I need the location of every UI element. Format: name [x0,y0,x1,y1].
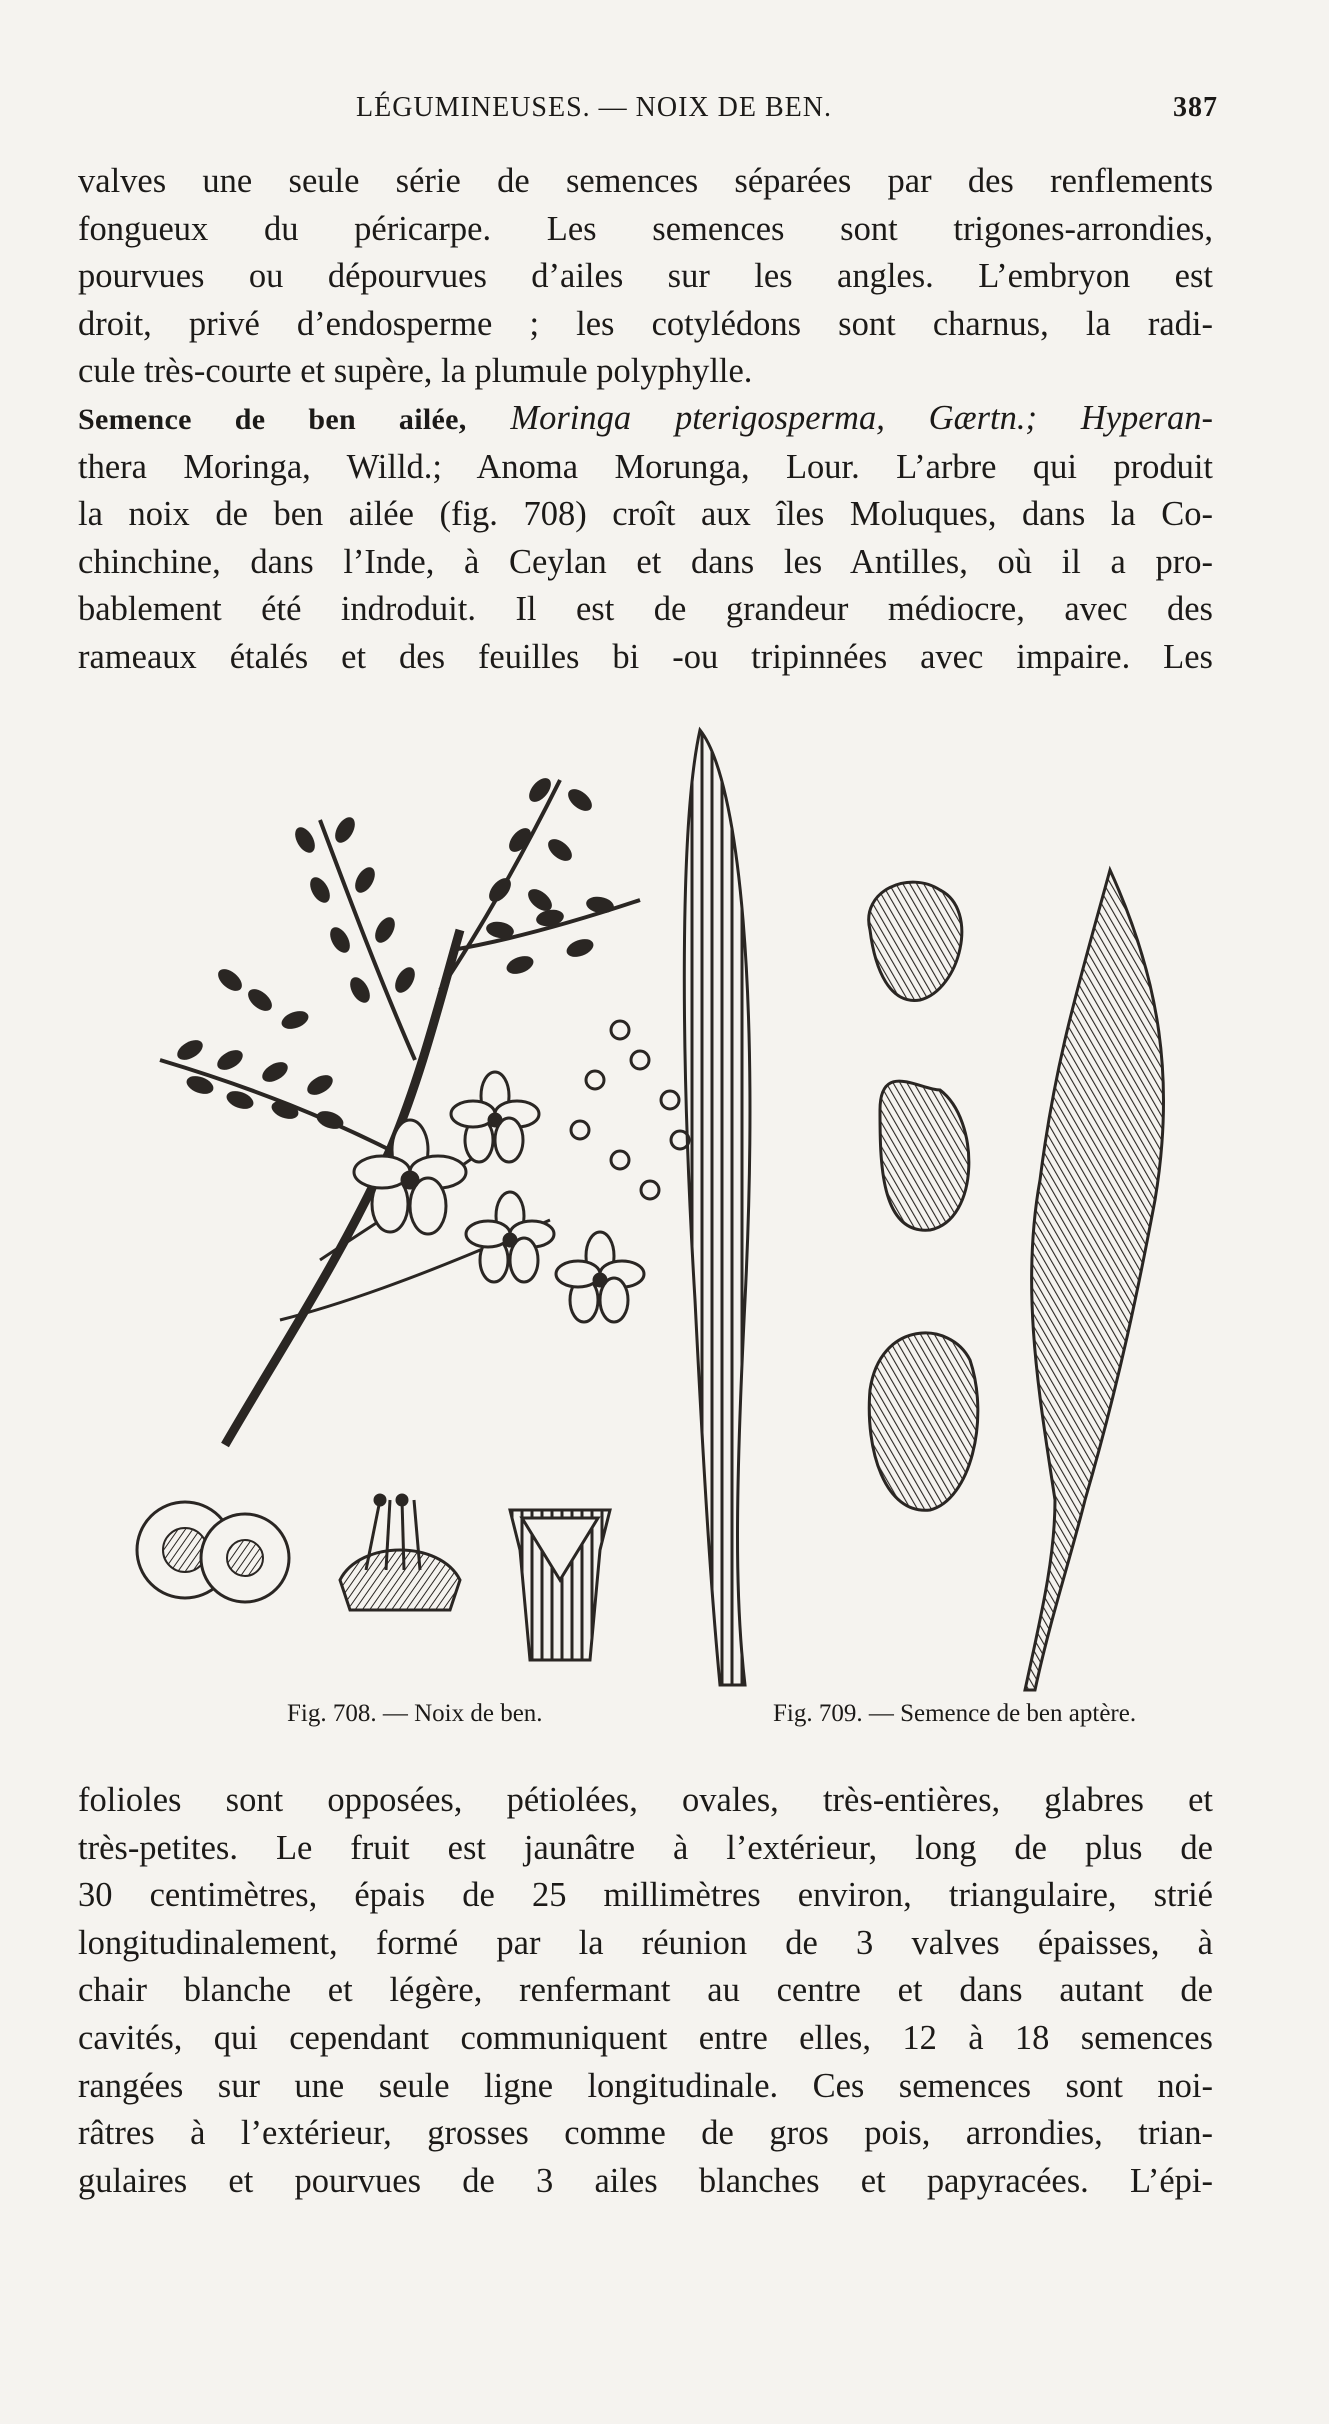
running-head-title: LÉGUMINEUSES. — NOIX DE BEN. [356,92,832,123]
figure-708-illustration [80,700,800,1690]
figure-709-illustration [840,860,1220,1700]
text-line: chinchine, dans l’Inde, à Ceylan et dans les Antilles, où il a pro- [78,542,1213,581]
text-line: longitudinalement, formé par la réunion de 3 valves épaisses, à [78,1923,1213,1962]
entry-heading: Semence de ben ailée, [78,403,467,436]
running-head [78,92,1218,132]
text-line: chair blanche et légère, renfermant au centre et dans autant de [78,1971,1213,2010]
text-line: thera Moringa, Willd.; Anoma Morunga, Lour. L’arbre qui produit [78,447,1213,486]
text-line: rameaux étalés et des feuilles bi -ou tripinnées avec impaire. Les [78,637,1213,676]
paragraph-2 [78,395,1213,682]
wingless-ben-seed-engraving [840,860,1220,1700]
text-fragment: Moringa pterigosperma, Gærtn.; Hyperan- [510,399,1214,437]
paragraph-1 [78,158,1213,396]
paragraph-3 [78,1777,1213,2205]
page-number: 387 [1173,92,1218,123]
text-line: gulaires et pourvues de 3 ailes blanches et papyracées. L’épi- [78,2161,1213,2200]
moringa-branch-engraving [80,700,800,1690]
text-line: très-petites. Le fruit est jaunâtre à l’extérieur, long de plus de [78,1828,1213,1867]
text-line: folioles sont opposées, pétiolées, ovales, très-entières, glabres et [78,1781,1213,1819]
text-line: droit, privé d’endosperme ; les cotylédons sont charnus, la radi- [78,304,1213,343]
text-line [78,395,1213,444]
text-line: la noix de ben ailée (fig. 708) croît aux îles Moluques, dans la Co- [78,495,1213,534]
text-line: fongueux du péricarpe. Les semences sont trigones-arrondies, [78,209,1213,248]
figure-709-caption: Fig. 709. — Semence de ben aptère. [773,1700,1137,1727]
figure-708-caption: Fig. 708. — Noix de ben. [287,1700,543,1727]
text-line: 30 centimètres, épais de 25 millimètres environ, triangulaire, strié [78,1876,1213,1915]
text-line: valves une seule série de semences séparées par des renflements [78,162,1213,200]
text-line: pourvues ou dépourvues d’ailes sur les angles. L’embryon est [78,257,1213,296]
text-line: rangées sur une seule ligne longitudinale. Ces semences sont noi- [78,2066,1213,2105]
text-line: râtres à l’extérieur, grosses comme de gros pois, arrondies, trian- [78,2114,1213,2153]
text-line: cavités, qui cependant communiquent entre elles, 12 à 18 semences [78,2018,1213,2057]
text-line: bablement été indroduit. Il est de grandeur médiocre, avec des [78,590,1213,629]
text-line: cule très-courte et supère, la plumule polyphylle. [78,352,753,391]
